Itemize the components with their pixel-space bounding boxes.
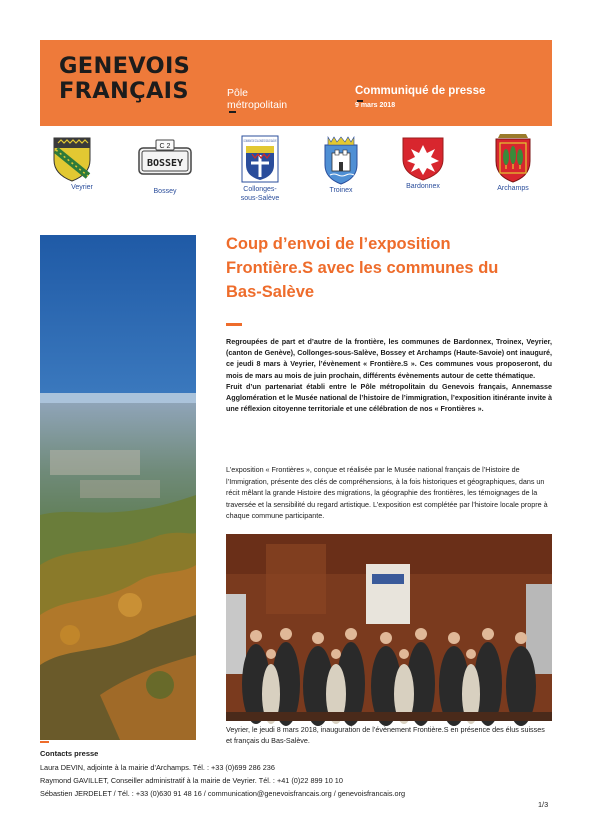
commune-label-bossey: Bossey (153, 188, 177, 195)
logo-line2: FRANÇAIS (59, 78, 189, 104)
commune-bardonnex (400, 135, 446, 190)
logo-subtitle (227, 87, 287, 111)
headline-line2: Frontière.S avec les communes du (226, 259, 499, 277)
logo-sub-line1: Pôle (227, 87, 249, 99)
lead-paragraph-2: Fruit d’un partenariat établi entre le Pôle métropolitain du Genevois français, Annemasse Agglomération et le Musée national de l’histoire de l’immigration, l’exposition itinérante invite à une réflexion citoyenne territoriale et une célébration de nos « Frontières ». (226, 381, 552, 414)
archamps-crest-icon (492, 133, 534, 183)
press-release-title: Communiqué de presse (355, 85, 486, 97)
commune-veyrier (52, 136, 93, 191)
headline-line3: Bas-Salève (226, 283, 315, 301)
commune-label-archamps: Archamps (497, 185, 529, 192)
press-release-date: 9 mars 2018 (355, 102, 396, 109)
contact-line-3: Sébastien JERDELET / Tél. : +33 (0)630 91 48 16 / communication@genevoisfrancais.org / genevoisfrancais.org (40, 789, 406, 798)
contact-line-2: Raymond GAVILLET, Conseiller administratif à la mairie de Veyrier. Tél. : +41 (0)22 899 10 10 (40, 776, 343, 785)
logo-tick (229, 111, 236, 113)
commune-troinex (322, 135, 360, 194)
commune-label-bardonnex: Bardonnex (406, 183, 440, 190)
veyrier-crest-icon (52, 136, 92, 182)
header-banner (40, 40, 552, 126)
contact-line-1: Laura DEVIN, adjointe à la mairie d’Archamps. Tél. : +33 (0)699 286 236 (40, 763, 275, 772)
headline-line1: Coup d’envoi de l’exposition (226, 235, 451, 253)
commune-label-collonges (215, 186, 305, 203)
bossey-sign-code: C 2 (159, 143, 171, 150)
contacts-tick (40, 741, 49, 743)
commune-collonges (240, 135, 319, 202)
contacts-title: Contacts presse (40, 749, 99, 758)
bardonnex-crest-icon (400, 135, 446, 181)
saleve-landscape-photo (40, 235, 196, 740)
article-body: L’exposition « Frontières », conçue et réalisée par le Musée national français de l’Histoire de l’Immigration, présente des clés de compréhensions, à la fois historiques et géographiques, dans un récit mêlant la grande Histoire des migrations, la géographie des frontières, les témoignages de la traversée et la sensibilité du regard artistique. L’exposition est complétée par l’histoire locale propre à chaque commune participante. (226, 465, 548, 521)
logo-sub-line2: métropolitain (227, 99, 288, 111)
bossey-sign-icon (138, 140, 192, 176)
troinex-crest-icon (322, 135, 360, 185)
collonges-label-line2: sous-Salève (240, 194, 280, 202)
genevois-francais-logo (59, 54, 190, 104)
commune-label-veyrier: Veyrier (71, 184, 93, 191)
page-number: 1/3 (538, 800, 549, 809)
logo-line1: GENEVOIS (59, 53, 191, 79)
collonges-label-line1: Collonges- (243, 186, 277, 193)
article-lead (226, 336, 552, 414)
collonges-crest-icon (241, 135, 319, 183)
collonges-crest-text: COMMUNE DE COLLONGES-SOUS-SALÈVE (243, 139, 319, 143)
headline-rule (226, 323, 242, 326)
inauguration-group-photo (226, 534, 552, 721)
article-headline (226, 232, 556, 304)
commune-bossey (138, 140, 192, 195)
lead-paragraph-1: Regroupées de part et d’autre de la frontière, les communes de Bardonnex, Troinex, Veyrier, (canton de Genève), Collonges-sous-Salève, Bossey et Archamps (Haute-Savoie) ont inauguré, ce jeudi 8 mars à Veyrier, l’évènement « Frontière.S ». Ces communes vous proposeront, du mois de mars au mois de juin prochain, différents évènements autour de cette thématique. (226, 337, 552, 380)
bossey-sign-text: BOSSEY (146, 158, 184, 169)
photo-caption: Veyrier, le jeudi 8 mars 2018, inauguration de l’évènement Frontière.S en présence des élus suisses et français du Bas-Salève. (226, 725, 545, 745)
commune-archamps (492, 133, 534, 192)
commune-label-troinex: Troinex (329, 187, 353, 194)
